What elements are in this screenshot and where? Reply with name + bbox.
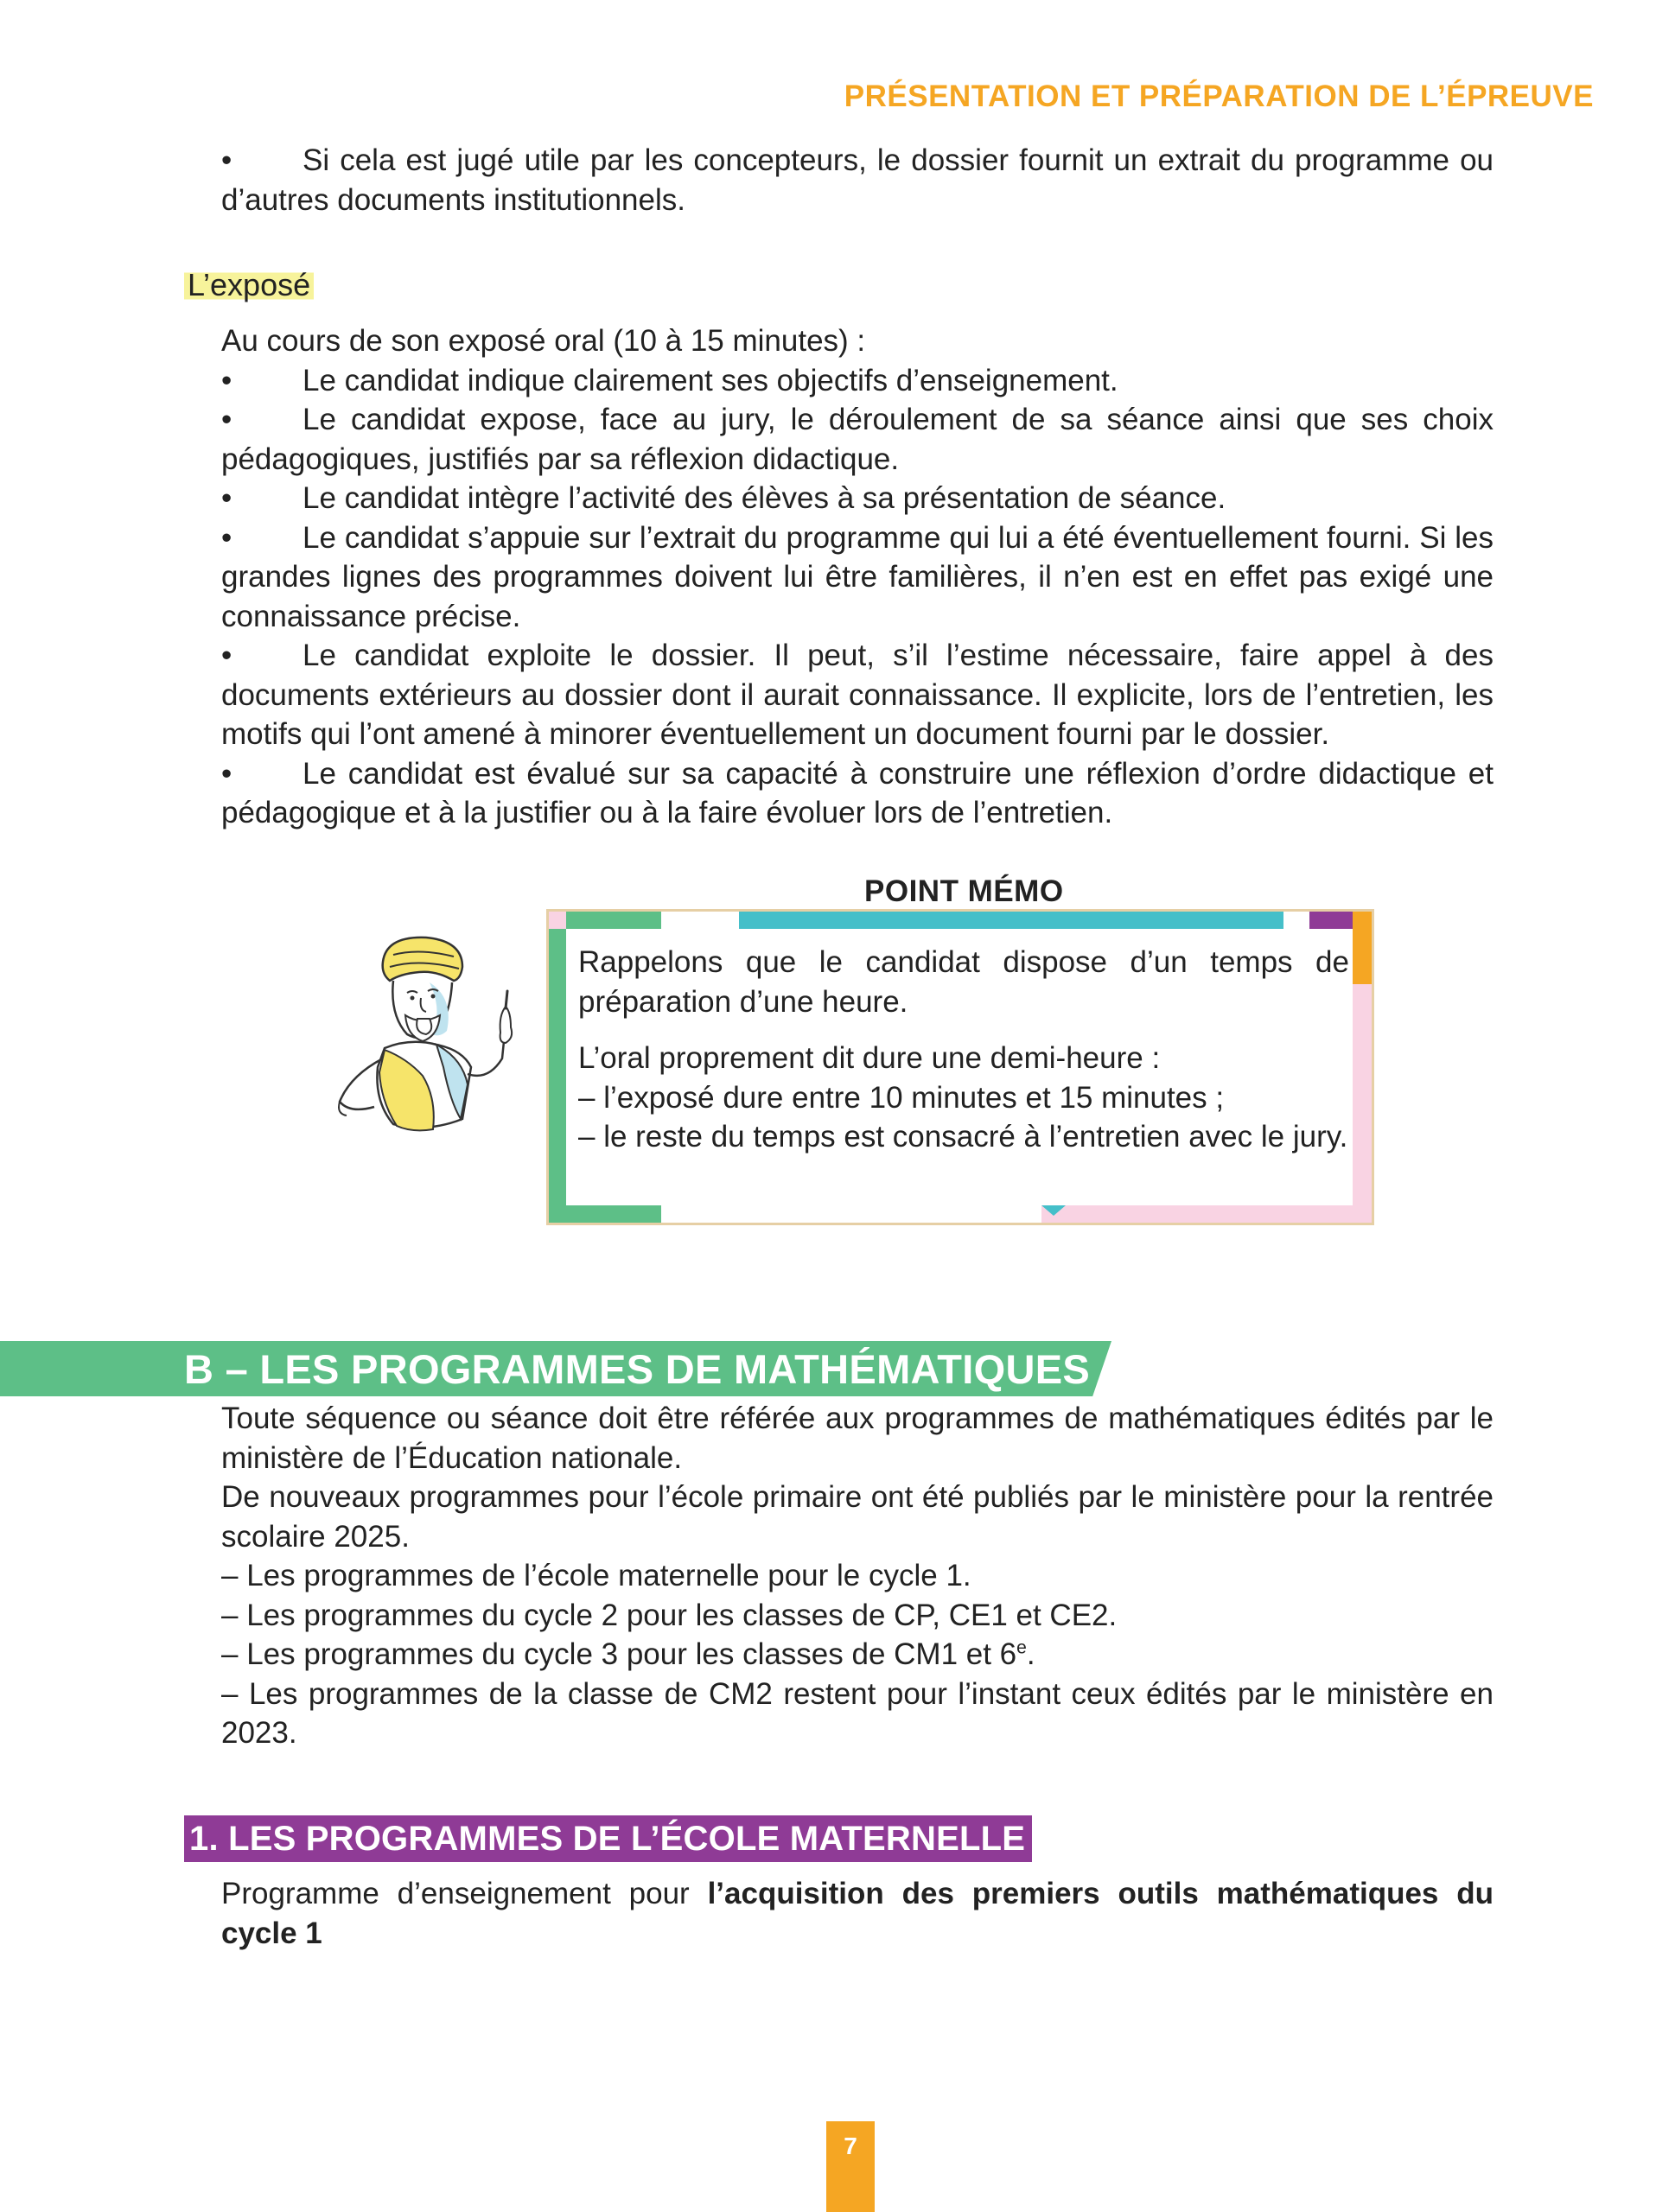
section-1-bold: l’acquisition des premiers outils mathématiques du cycle 1 [221, 1877, 1494, 1950]
section-b-title: B – LES PROGRAMMES DE MATHÉMATIQUES [184, 1346, 1091, 1392]
memo-border-teal-top [739, 912, 1283, 929]
bullet-marker: • [221, 363, 232, 397]
memo-box [546, 909, 1374, 1225]
page-number: 7 [826, 2121, 875, 2212]
intro-bullet-text: Si cela est jugé utile par les concepteurs, le dossier fournit un extrait du programme ou d’autres documents institutionnels. [221, 143, 1494, 217]
memo-border-teal-notch [1041, 1205, 1066, 1216]
list-item [221, 518, 1494, 637]
memo-content [578, 943, 1349, 1157]
list-item-text: Le candidat intègre l’activité des élèves à sa présentation de séance. [303, 481, 1226, 515]
list-item-text: Le candidat est évalué sur sa capacité à construire une réflexion d’ordre didactique et pédagogique et à la justifier ou à la faire évoluer lors de l’entretien. [221, 756, 1494, 830]
list-item: – Les programmes de l’école maternelle pour le cycle 1. [221, 1559, 971, 1592]
bullet-marker: • [221, 520, 232, 555]
expose-list [221, 321, 1494, 833]
list-item-end: . [1026, 1637, 1035, 1671]
memo-border-green-left [549, 912, 566, 1223]
list-item: – Les programmes de la classe de CM2 restent pour l’instant ceux édités par le ministère en 2023. [221, 1676, 1494, 1750]
bullet-marker: • [221, 143, 232, 177]
memo-corner-pink [549, 912, 566, 929]
list-item [221, 400, 1494, 479]
section-1-body [221, 1874, 1494, 1953]
list-item-text: Le candidat indique clairement ses objectifs d’enseignement. [303, 363, 1118, 397]
memo-line-1: – l’exposé dure entre 10 minutes et 15 minutes ; [578, 1080, 1225, 1115]
list-item [221, 636, 1494, 754]
expose-intro: Au cours de son exposé oral (10 à 15 minutes) : [221, 324, 866, 358]
bullet-marker: • [221, 481, 232, 515]
section-b-paragraph-1: Toute séquence ou séance doit être référée aux programmes de mathématiques édités par le ministère de l’Éducation nationale. [221, 1402, 1494, 1475]
bullet-marker: • [221, 639, 232, 672]
section-b-body [221, 1399, 1494, 1753]
section-1-title: 1. LES PROGRAMMES DE L’ÉCOLE MATERNELLE [184, 1815, 1032, 1862]
memo-paragraph-1: Rappelons que le candidat dispose d’un temps de préparation d’une heure. [578, 945, 1349, 1019]
thinking-philosopher-illustration [333, 929, 540, 1145]
bullet-marker: • [221, 403, 232, 436]
memo-line-2: – le reste du temps est consacré à l’entretien avec le jury. [578, 1120, 1348, 1154]
list-item-text: Le candidat expose, face au jury, le déroulement de sa séance ainsi que ses choix pédagogiques, justifiés par sa réflexion didactique. [221, 403, 1494, 476]
list-item [221, 1635, 1494, 1675]
list-item [221, 754, 1494, 833]
list-item: – Les programmes du cycle 2 pour les classes de CP, CE1 et CE2. [221, 1598, 1118, 1632]
expose-heading: L’exposé [184, 265, 314, 307]
section-b-paragraph-2: De nouveaux programmes pour l’école primaire ont été publiés par le ministère pour la rentrée scolaire 2025. [221, 1480, 1494, 1554]
intro-bullet [221, 141, 1494, 219]
superscript: e [1016, 1637, 1027, 1658]
list-item [221, 479, 1494, 518]
running-header-title: PRÉSENTATION ET PRÉPARATION DE L’ÉPREUVE [844, 79, 1594, 113]
memo-border-green-bottom [549, 1205, 661, 1223]
list-item [221, 361, 1494, 401]
list-item-text: – Les programmes du cycle 3 pour les classes de CM1 et 6 [221, 1637, 1017, 1671]
section-1-intro: Programme d’enseignement pour [221, 1877, 708, 1910]
list-item-text: Le candidat s’appuie sur l’extrait du programme qui lui a été éventuellement fourni. Si les grandes lignes des programmes doivent lui être familières, il n’en est en effet pas exigé une connaissance précise. [221, 520, 1494, 633]
bullet-marker: • [221, 756, 232, 791]
memo-border-orange-right [1353, 912, 1372, 984]
memo-title: POINT MÉMO [864, 874, 1064, 908]
list-item-text: Le candidat exploite le dossier. Il peut, s’il l’estime nécessaire, faire appel à des documents extérieurs au dossier dont il aurait connaissance. Il explicite, lors de l’entretien, les motifs qui l’ont amené à minorer éventuellement un document fourni par le dossier. [221, 639, 1494, 751]
memo-border-pink-right [1353, 984, 1372, 1223]
memo-paragraph-2: L’oral proprement dit dure une demi-heure : [578, 1041, 1161, 1075]
memo-border-pink-bottom [1041, 1205, 1372, 1223]
